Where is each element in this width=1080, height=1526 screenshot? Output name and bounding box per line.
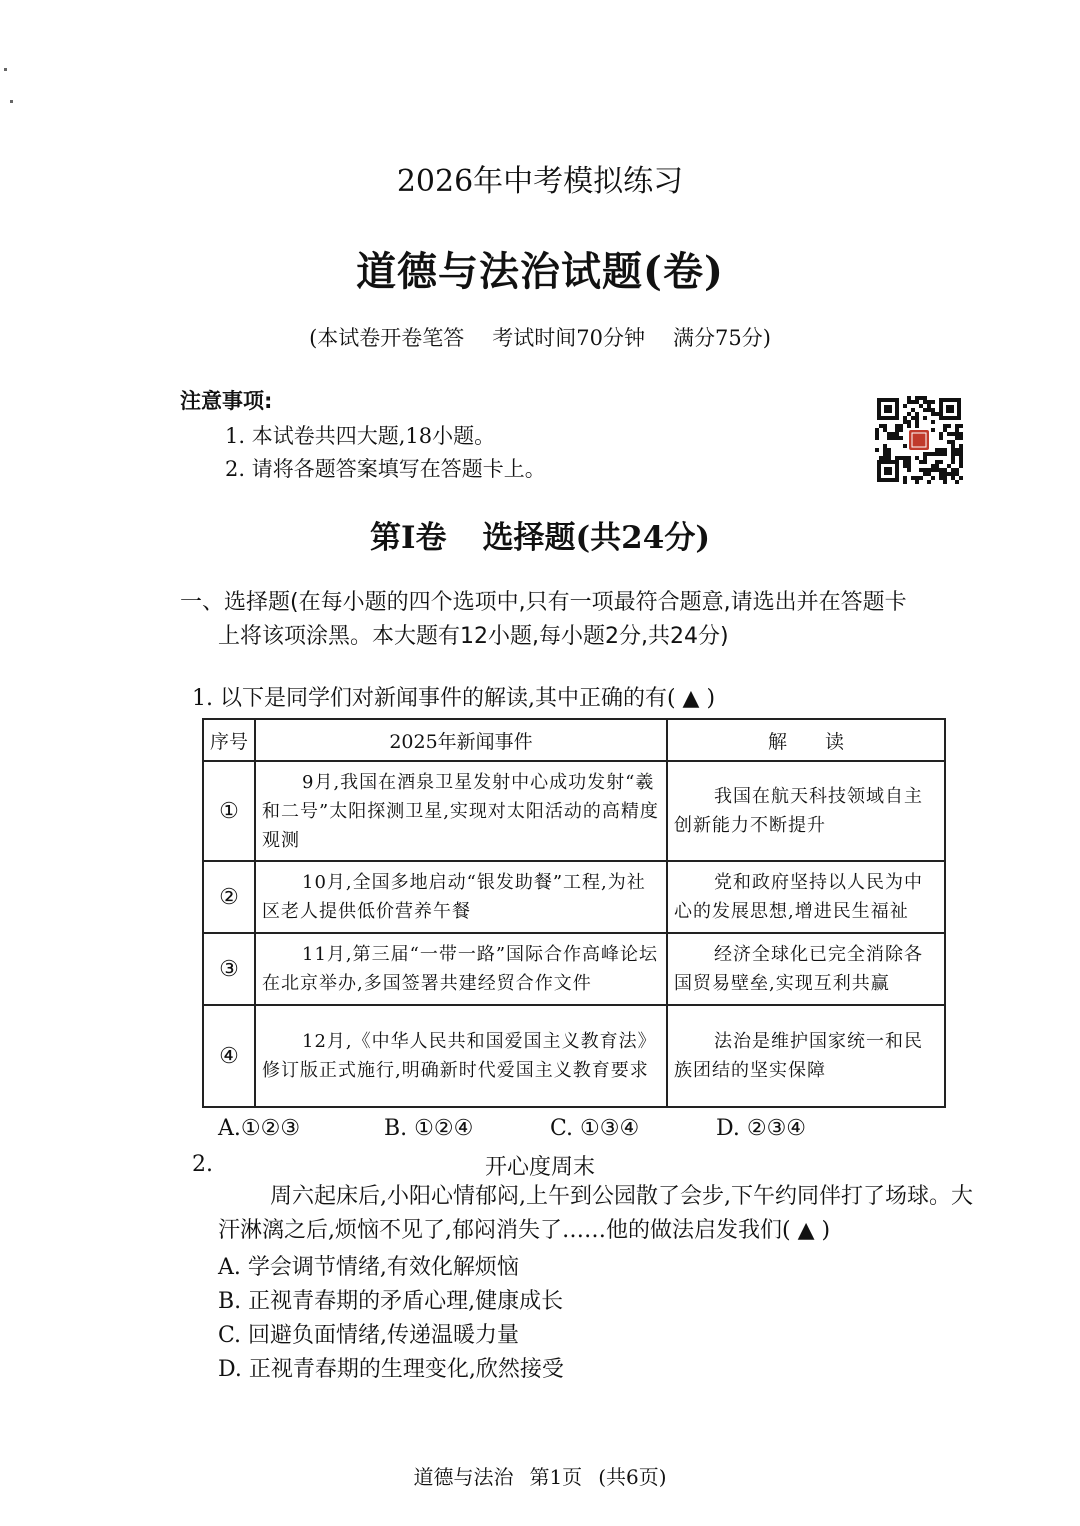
qr-module [955,448,959,452]
qr-module [943,452,947,456]
qr-module [931,468,935,472]
footer-total: (共6页) [598,1465,667,1489]
qr-module [923,416,927,420]
qr-module [915,424,919,428]
news-event: 11月,第三届“一带一路”国际合作高峰论坛在北京举办,多国签署共建经贸合作文件 [255,933,667,1005]
qr-module [907,464,911,468]
qr-module [959,432,963,436]
qr-module [951,468,955,472]
qr-module [883,456,887,460]
qr-module [943,448,947,452]
qr-module [935,412,939,416]
qr-module [931,452,935,456]
exam-info-score: 满分75分) [673,326,771,350]
qr-module [927,480,931,484]
qr-module [875,448,879,452]
qr-module [951,440,955,444]
qr-module [923,468,927,472]
qr-module [879,456,883,460]
qr-module [895,424,899,428]
q2-option-d[interactable]: D. 正视青春期的生理变化,欣然接受 [218,1357,564,1382]
qr-module [911,476,915,480]
q2-option-c[interactable]: C. 回避负面情绪,传递温暖力量 [218,1323,520,1348]
qr-module [907,456,911,460]
qr-module [927,468,931,472]
qr-module [887,456,891,460]
qr-module [935,452,939,456]
qr-module [919,404,923,408]
qr-module [939,468,943,472]
qr-module [883,444,887,448]
qr-module [903,404,907,408]
qr-module [939,448,943,452]
qr-module [955,452,959,456]
qr-module [903,464,907,468]
table-row [203,1005,945,1107]
part1-label: 第Ⅰ卷 [370,520,447,556]
qr-module [875,432,879,436]
qr-module [899,436,903,440]
qr-module [923,472,927,476]
row-number: ① [203,761,255,861]
qr-module [895,432,899,436]
row-number: ③ [203,933,255,1005]
q1-choice-a[interactable]: A.①②③ [218,1116,301,1141]
qr-module [951,472,955,476]
qr-module [907,412,911,416]
qr-module [903,460,907,464]
subject-title: 道德与法治试题(卷) [356,248,724,295]
qr-module [919,460,923,464]
qr-module [955,428,959,432]
exam-info-mode: (本试卷开卷笔答 [309,326,465,350]
qr-module [915,416,919,420]
news-event: 12月,《中华人民共和国爱国主义教育法》修订版正式施行,明确新时代爱国主义教育要求 [255,1005,667,1107]
qr-module [947,440,951,444]
qr-module [959,476,963,480]
qr-module [955,432,959,436]
qr-module [951,444,955,448]
qr-module [911,416,915,420]
row-number: ② [203,861,255,933]
qr-module [939,472,943,476]
qr-module [923,452,927,456]
qr-module [959,456,963,460]
column-header: 序号 [203,719,255,761]
qr-module [887,452,891,456]
q1-choice-d[interactable]: D. ②③④ [716,1116,807,1141]
qr-module [955,480,959,484]
exam-year-title: 2026年中考模拟练习 [396,164,684,199]
qr-module [955,472,959,476]
qr-module [939,460,943,464]
table-row [203,861,945,933]
part1-title [0,512,1080,557]
qr-module [911,400,915,404]
qr-module [931,428,935,432]
qr-module [891,432,895,436]
qr-module [907,396,911,400]
qr-module [903,444,907,448]
scan-speck [10,100,13,103]
note-item: 2. 请将各题答案填写在答题卡上。 [225,457,546,481]
part1-subtitle: 选择题(共24分) [482,520,710,556]
section1-instructions [180,586,980,654]
qr-module [955,436,959,440]
qr-module [927,472,931,476]
qr-module [943,428,947,432]
note-item: 1. 本试卷共四大题,18小题。 [225,424,496,448]
qr-module [887,436,891,440]
qr-module [875,436,879,440]
qr-module [959,452,963,456]
qr-module [907,420,911,424]
qr-module [907,424,911,428]
qr-module [919,396,923,400]
page-footer [0,1461,1080,1490]
qr-module [931,400,935,404]
question-2-number: 2. [192,1152,213,1177]
news-event: 10月,全国多地启动“银发助餐”工程,为社区老人提供低价营养午餐 [255,861,667,933]
qr-module [923,456,927,460]
qr-module [959,424,963,428]
qr-module [943,424,947,428]
qr-module [943,472,947,476]
q2-option-a[interactable]: A. 学会调节情绪,有效化解烦恼 [218,1255,519,1280]
qr-module [947,464,951,468]
qr-module [951,452,955,456]
qr-module [903,416,907,420]
qr-module [935,464,939,468]
qr-module [883,428,887,432]
news-event: 9月,我国在酒泉卫星发射中心成功发射“羲和二号”太阳探测卫星,实现对太阳活动的高精度观测 [255,761,667,861]
interpretation: 经济全球化已完全消除各国贸易壁垒,实现互利共赢 [667,933,945,1005]
qr-module [943,468,947,472]
qr-module [923,460,927,464]
qr-module [931,420,935,424]
scan-speck [4,68,7,71]
notes-heading: 注意事项: [180,389,273,413]
exam-info [0,322,1080,352]
question-1-stem: 1. 以下是同学们对新闻事件的解读,其中正确的有( ▲ ) [192,686,716,711]
qr-module [911,408,915,412]
qr-module [951,460,955,464]
question-2-title: 开心度周末 [484,1155,595,1180]
qr-module [907,468,911,472]
qr-module [959,460,963,464]
qr-module [899,428,903,432]
qr-module [947,432,951,436]
news-table [202,718,946,1108]
qr-module [915,420,919,424]
qr-module [951,448,955,452]
qr-module [931,408,935,412]
qr-module [951,476,955,480]
qr-module [919,468,923,472]
column-header: 解 读 [667,719,945,761]
qr-module [939,452,943,456]
qr-module [891,436,895,440]
qr-module [915,400,919,404]
qr-module [915,396,919,400]
table-header-row [203,719,945,761]
q2-option-b[interactable]: B. 正视青春期的矛盾心理,健康成长 [218,1289,564,1314]
qr-code-icon[interactable] [875,396,963,484]
qr-module [943,480,947,484]
qr-module [927,400,931,404]
table-row [203,933,945,1005]
qr-module [951,456,955,460]
qr-module [927,452,931,456]
qr-module [895,456,899,460]
section1-line2: 上将该项涂黑。本大题有12小题,每小题2分,共24分) [218,624,729,649]
qr-module [899,424,903,428]
qr-module [903,456,907,460]
qr-module [903,480,907,484]
qr-module [883,448,887,452]
column-header: 2025年新闻事件 [255,719,667,761]
qr-module [931,412,935,416]
qr-module [923,396,927,400]
qr-module [939,436,943,440]
qr-module [907,460,911,464]
section1-line1: 一、选择题(在每小题的四个选项中,只有一项最符合题意,请选出并在答题卡 [180,590,907,615]
interpretation: 法治是维护国家统一和民族团结的坚实保障 [667,1005,945,1107]
row-number: ④ [203,1005,255,1107]
qr-module [887,432,891,436]
qr-module [939,476,943,480]
qr-module [943,476,947,480]
footer-subject: 道德与法治 [413,1465,514,1489]
qr-module [907,400,911,404]
q1-choice-c[interactable]: C. ①③④ [550,1116,640,1141]
qr-module [883,452,887,456]
qr-module [875,428,879,432]
qr-module [903,420,907,424]
qr-module [959,448,963,452]
qr-module [919,476,923,480]
qr-module [883,424,887,428]
footer-page: 第1页 [529,1465,583,1489]
qr-module [899,456,903,460]
qr-module [915,412,919,416]
table-row [203,761,945,861]
qr-module [935,460,939,464]
qr-module [923,408,927,412]
qr-module [879,424,883,428]
qr-module [947,424,951,428]
qr-module [923,400,927,404]
qr-module [959,436,963,440]
interpretation: 党和政府坚持以人民为中心的发展思想,增进民生福祉 [667,861,945,933]
question-2-body: 周六起床后,小阳心情郁闷,上午到公园散了会步,下午约同伴打了场球。大汗淋漓之后,烦恼不见了,郁闷消失了……他的做法启发我们( ▲ ) [218,1184,973,1243]
qr-module [915,480,919,484]
qr-module [947,472,951,476]
qr-module [959,444,963,448]
qr-module [955,424,959,428]
qr-module [895,436,899,440]
qr-module [915,476,919,480]
qr-module [931,476,935,480]
interpretation: 我国在航天科技领域自主创新能力不断提升 [667,761,945,861]
q1-choice-b[interactable]: B. ①②④ [384,1116,474,1141]
qr-module [895,428,899,432]
qr-module [939,432,943,436]
qr-module [935,448,939,452]
qr-module [927,404,931,408]
qr-module [915,456,919,460]
qr-module [951,432,955,436]
qr-module [955,468,959,472]
qr-module [887,448,891,452]
qr-module [935,468,939,472]
exam-info-time: 考试时间70分钟 [492,326,645,350]
qr-module [927,408,931,412]
qr-module [931,464,935,468]
qr-module [903,476,907,480]
qr-module [959,464,963,468]
